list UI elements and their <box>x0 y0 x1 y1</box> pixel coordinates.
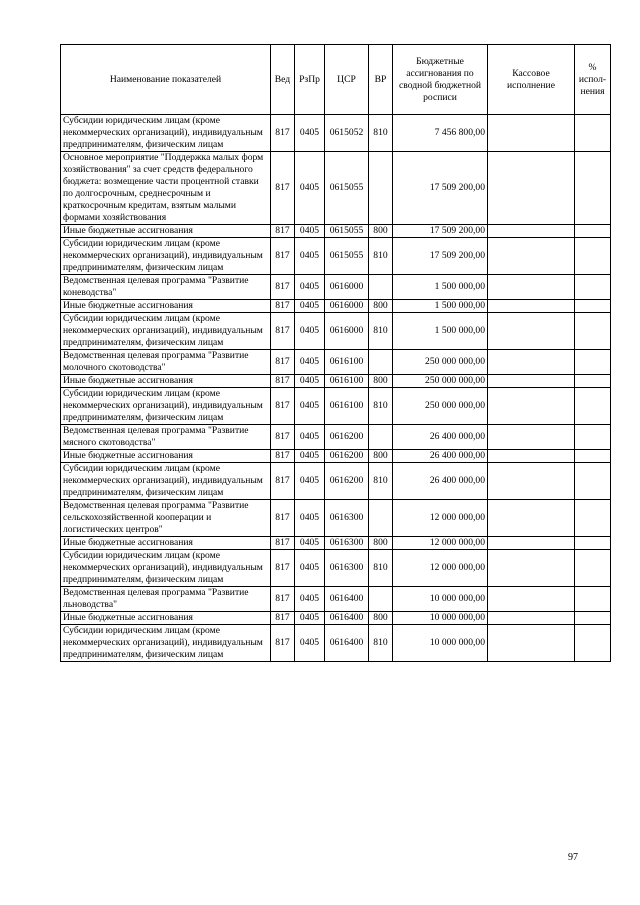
cell-csr: 0616200 <box>325 425 369 450</box>
cell-amount: 26 400 000,00 <box>393 463 488 500</box>
cell-ved: 817 <box>271 550 295 587</box>
cell-csr: 0615055 <box>325 238 369 275</box>
cell-amount: 1 500 000,00 <box>393 300 488 313</box>
cell-percent <box>575 537 611 550</box>
cell-percent <box>575 550 611 587</box>
cell-cash <box>488 375 575 388</box>
cell-cash <box>488 152 575 225</box>
cell-csr: 0616100 <box>325 350 369 375</box>
cell-percent <box>575 300 611 313</box>
cell-ved: 817 <box>271 375 295 388</box>
cell-rzpr: 0405 <box>295 463 325 500</box>
cell-rzpr: 0405 <box>295 152 325 225</box>
cell-rzpr: 0405 <box>295 587 325 612</box>
cell-csr: 0616000 <box>325 275 369 300</box>
header-percent: % испол- нения <box>575 45 611 115</box>
page-number: 97 <box>568 852 578 863</box>
cell-ved: 817 <box>271 152 295 225</box>
cell-cash <box>488 350 575 375</box>
cell-cash <box>488 612 575 625</box>
cell-csr: 0616200 <box>325 463 369 500</box>
table-row <box>61 625 611 662</box>
cell-vr <box>369 350 393 375</box>
cell-ved: 817 <box>271 463 295 500</box>
table-row <box>61 225 611 238</box>
table-row <box>61 587 611 612</box>
table-row <box>61 115 611 152</box>
cell-csr: 0616300 <box>325 550 369 587</box>
cell-name: Иные бюджетные ассигнования <box>61 225 271 238</box>
table-row <box>61 612 611 625</box>
cell-amount: 1 500 000,00 <box>393 313 488 350</box>
cell-vr: 810 <box>369 388 393 425</box>
cell-cash <box>488 550 575 587</box>
cell-amount: 10 000 000,00 <box>393 625 488 662</box>
cell-percent <box>575 388 611 425</box>
cell-rzpr: 0405 <box>295 450 325 463</box>
header-ved: Вед <box>271 45 295 115</box>
cell-percent <box>575 375 611 388</box>
cell-name: Субсидии юридическим лицам (кроме некоммерческих организаций), индивидуальным предпринимателям, физическим лицам <box>61 238 271 275</box>
cell-amount: 12 000 000,00 <box>393 537 488 550</box>
cell-percent <box>575 587 611 612</box>
header-vr: ВР <box>369 45 393 115</box>
cell-csr: 0616400 <box>325 587 369 612</box>
header-budget: Бюджетные ассигнования по сводной бюджетной росписи <box>393 45 488 115</box>
cell-amount: 17 509 200,00 <box>393 238 488 275</box>
header-row <box>61 45 611 115</box>
table-row <box>61 550 611 587</box>
cell-ved: 817 <box>271 500 295 537</box>
cell-vr: 800 <box>369 537 393 550</box>
cell-rzpr: 0405 <box>295 350 325 375</box>
table-row <box>61 275 611 300</box>
cell-cash <box>488 238 575 275</box>
table-row <box>61 537 611 550</box>
cell-ved: 817 <box>271 587 295 612</box>
cell-ved: 817 <box>271 115 295 152</box>
cell-cash <box>488 537 575 550</box>
cell-cash <box>488 313 575 350</box>
cell-percent <box>575 313 611 350</box>
cell-vr <box>369 587 393 612</box>
cell-percent <box>575 450 611 463</box>
table-row <box>61 313 611 350</box>
cell-name: Ведомственная целевая программа "Развитие мясного скотоводства" <box>61 425 271 450</box>
cell-ved: 817 <box>271 612 295 625</box>
cell-percent <box>575 275 611 300</box>
cell-amount: 10 000 000,00 <box>393 612 488 625</box>
cell-csr: 0616300 <box>325 500 369 537</box>
cell-amount: 250 000 000,00 <box>393 350 488 375</box>
cell-csr: 0616100 <box>325 388 369 425</box>
cell-percent <box>575 152 611 225</box>
cell-name: Субсидии юридическим лицам (кроме некоммерческих организаций), индивидуальным предпринимателям, физическим лицам <box>61 463 271 500</box>
cell-name: Субсидии юридическим лицам (кроме некоммерческих организаций), индивидуальным предпринимателям, физическим лицам <box>61 550 271 587</box>
cell-cash <box>488 587 575 612</box>
cell-vr: 810 <box>369 313 393 350</box>
cell-ved: 817 <box>271 625 295 662</box>
cell-csr: 0615055 <box>325 225 369 238</box>
cell-amount: 7 456 800,00 <box>393 115 488 152</box>
cell-vr: 800 <box>369 375 393 388</box>
cell-csr: 0616100 <box>325 375 369 388</box>
cell-rzpr: 0405 <box>295 425 325 450</box>
cell-name: Иные бюджетные ассигнования <box>61 537 271 550</box>
cell-amount: 12 000 000,00 <box>393 550 488 587</box>
budget-table <box>60 44 611 662</box>
cell-vr <box>369 152 393 225</box>
cell-rzpr: 0405 <box>295 537 325 550</box>
table-row <box>61 463 611 500</box>
table-row <box>61 388 611 425</box>
cell-rzpr: 0405 <box>295 115 325 152</box>
cell-amount: 17 509 200,00 <box>393 225 488 238</box>
cell-vr: 810 <box>369 463 393 500</box>
cell-percent <box>575 238 611 275</box>
cell-csr: 0616400 <box>325 612 369 625</box>
cell-vr: 810 <box>369 238 393 275</box>
cell-name: Иные бюджетные ассигнования <box>61 612 271 625</box>
cell-name: Субсидии юридическим лицам (кроме некоммерческих организаций), индивидуальным предпринимателям, физическим лицам <box>61 388 271 425</box>
cell-percent <box>575 425 611 450</box>
table-row <box>61 350 611 375</box>
table-row <box>61 152 611 225</box>
table-row <box>61 500 611 537</box>
cell-ved: 817 <box>271 537 295 550</box>
cell-percent <box>575 350 611 375</box>
cell-cash <box>488 500 575 537</box>
cell-rzpr: 0405 <box>295 225 325 238</box>
cell-vr: 800 <box>369 612 393 625</box>
cell-ved: 817 <box>271 275 295 300</box>
cell-rzpr: 0405 <box>295 313 325 350</box>
cell-ved: 817 <box>271 313 295 350</box>
table-row <box>61 450 611 463</box>
cell-ved: 817 <box>271 425 295 450</box>
cell-name: Ведомственная целевая программа "Развитие сельскохозяйственной кооперации и логистических центров" <box>61 500 271 537</box>
cell-cash <box>488 275 575 300</box>
cell-percent <box>575 115 611 152</box>
cell-ved: 817 <box>271 238 295 275</box>
cell-rzpr: 0405 <box>295 625 325 662</box>
cell-amount: 17 509 200,00 <box>393 152 488 225</box>
cell-name: Основное мероприятие "Поддержка малых форм хозяйствования" за счет средств федерального бюджета: возмещение части процентной ставки по долгосрочным, среднесрочным и краткосрочным кредитам, взятым малыми формами хозяйствования <box>61 152 271 225</box>
table-row <box>61 375 611 388</box>
cell-csr: 0616300 <box>325 537 369 550</box>
cell-cash <box>488 463 575 500</box>
cell-percent <box>575 463 611 500</box>
cell-csr: 0615055 <box>325 152 369 225</box>
cell-amount: 26 400 000,00 <box>393 450 488 463</box>
cell-vr: 800 <box>369 300 393 313</box>
cell-amount: 1 500 000,00 <box>393 275 488 300</box>
cell-vr: 800 <box>369 225 393 238</box>
cell-rzpr: 0405 <box>295 388 325 425</box>
cell-amount: 26 400 000,00 <box>393 425 488 450</box>
cell-percent <box>575 612 611 625</box>
cell-percent <box>575 500 611 537</box>
cell-vr: 810 <box>369 115 393 152</box>
cell-rzpr: 0405 <box>295 238 325 275</box>
cell-cash <box>488 388 575 425</box>
header-name: Наименование показателей <box>61 45 271 115</box>
cell-rzpr: 0405 <box>295 500 325 537</box>
cell-rzpr: 0405 <box>295 550 325 587</box>
table-row <box>61 300 611 313</box>
cell-cash <box>488 625 575 662</box>
cell-vr <box>369 425 393 450</box>
cell-csr: 0616000 <box>325 300 369 313</box>
cell-rzpr: 0405 <box>295 300 325 313</box>
table-row <box>61 238 611 275</box>
header-rzpr: РзПр <box>295 45 325 115</box>
cell-ved: 817 <box>271 350 295 375</box>
cell-percent <box>575 225 611 238</box>
cell-cash <box>488 425 575 450</box>
cell-vr <box>369 275 393 300</box>
cell-name: Иные бюджетные ассигнования <box>61 375 271 388</box>
cell-vr: 810 <box>369 550 393 587</box>
cell-name: Ведомственная целевая программа "Развитие льноводства" <box>61 587 271 612</box>
cell-amount: 250 000 000,00 <box>393 375 488 388</box>
cell-name: Иные бюджетные ассигнования <box>61 300 271 313</box>
cell-rzpr: 0405 <box>295 612 325 625</box>
cell-ved: 817 <box>271 225 295 238</box>
cell-vr <box>369 500 393 537</box>
cell-rzpr: 0405 <box>295 375 325 388</box>
cell-vr: 800 <box>369 450 393 463</box>
cell-amount: 10 000 000,00 <box>393 587 488 612</box>
header-csr: ЦСР <box>325 45 369 115</box>
cell-percent <box>575 625 611 662</box>
cell-name: Субсидии юридическим лицам (кроме некоммерческих организаций), индивидуальным предпринимателям, физическим лицам <box>61 313 271 350</box>
cell-ved: 817 <box>271 300 295 313</box>
cell-csr: 0616400 <box>325 625 369 662</box>
cell-csr: 0615052 <box>325 115 369 152</box>
table-row <box>61 425 611 450</box>
cell-cash <box>488 225 575 238</box>
cell-name: Ведомственная целевая программа "Развитие коневодства" <box>61 275 271 300</box>
cell-csr: 0616200 <box>325 450 369 463</box>
header-cash: Кассовое исполнение <box>488 45 575 115</box>
cell-name: Ведомственная целевая программа "Развитие молочного скотоводства" <box>61 350 271 375</box>
cell-vr: 810 <box>369 625 393 662</box>
cell-name: Субсидии юридическим лицам (кроме некоммерческих организаций), индивидуальным предпринимателям, физическим лицам <box>61 625 271 662</box>
cell-name: Субсидии юридическим лицам (кроме некоммерческих организаций), индивидуальным предпринимателям, физическим лицам <box>61 115 271 152</box>
cell-cash <box>488 450 575 463</box>
cell-csr: 0616000 <box>325 313 369 350</box>
cell-rzpr: 0405 <box>295 275 325 300</box>
cell-amount: 250 000 000,00 <box>393 388 488 425</box>
cell-amount: 12 000 000,00 <box>393 500 488 537</box>
cell-cash <box>488 115 575 152</box>
cell-name: Иные бюджетные ассигнования <box>61 450 271 463</box>
cell-ved: 817 <box>271 450 295 463</box>
cell-cash <box>488 300 575 313</box>
cell-ved: 817 <box>271 388 295 425</box>
